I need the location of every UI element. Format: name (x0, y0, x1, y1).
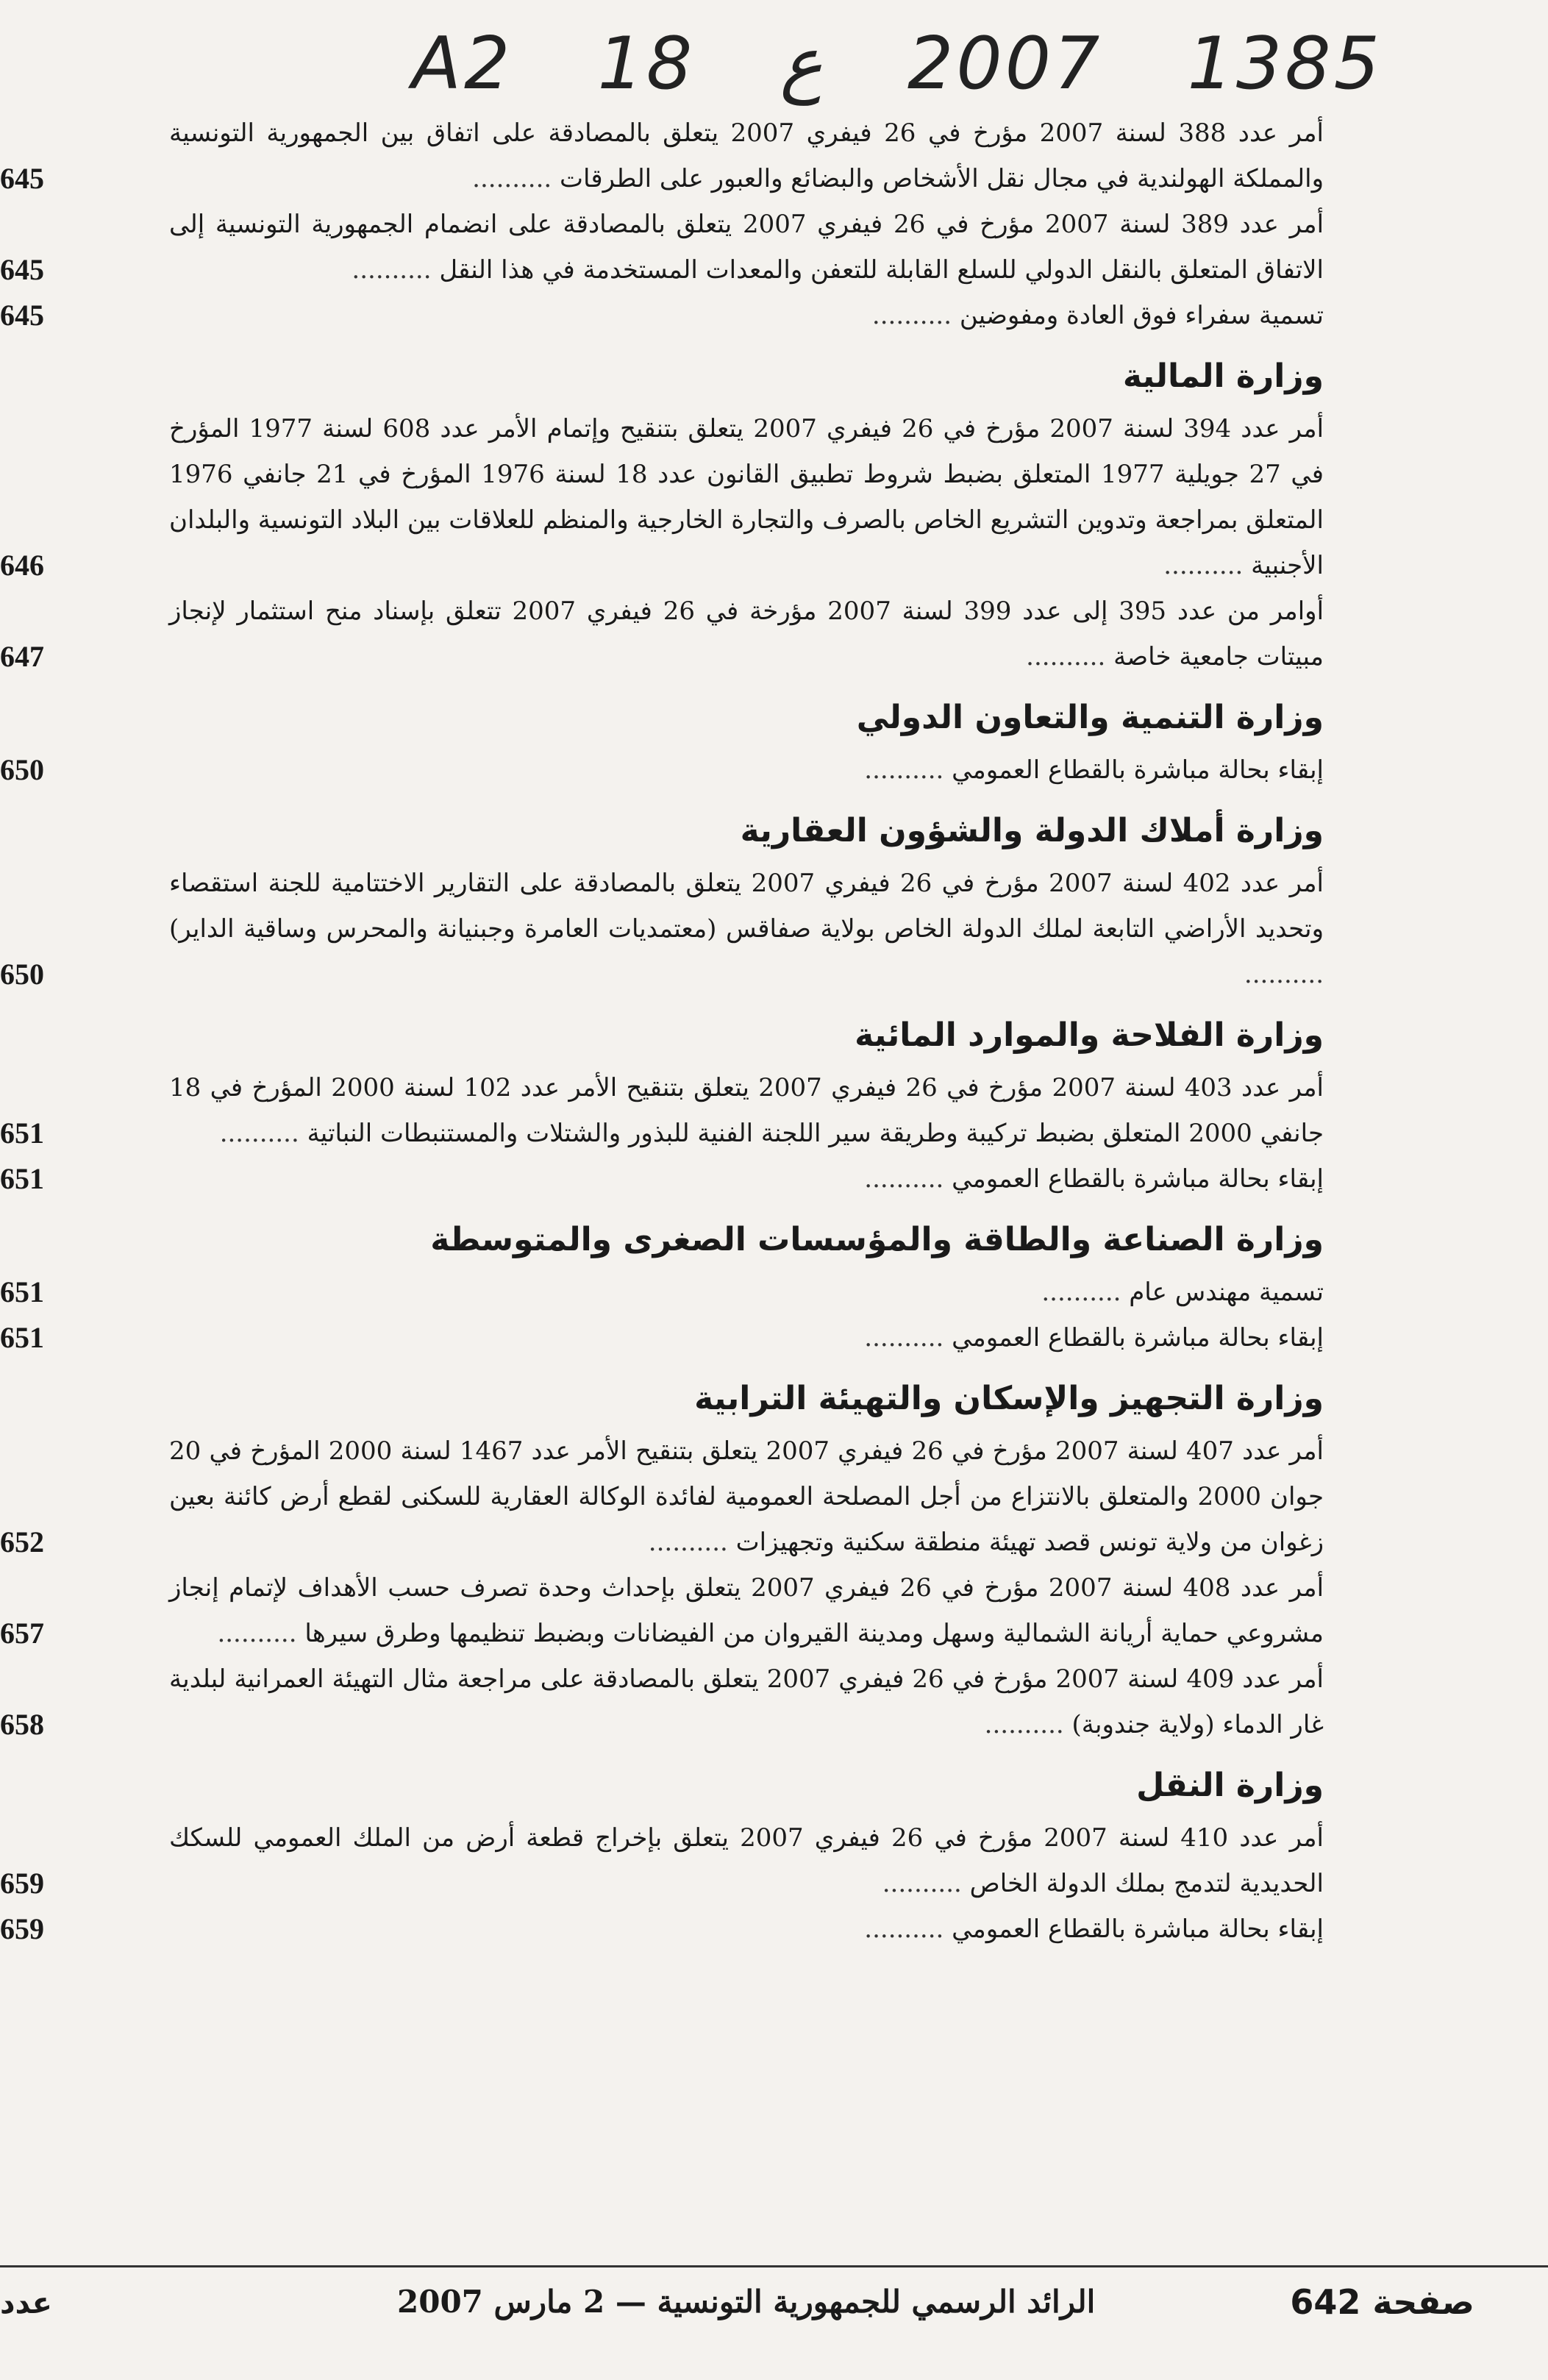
entry-text: أوامر من عدد 395 إلى عدد 399 لسنة 2007 مؤرخة في 26 فيفري 2007 تتعلق بإسناد منح استثمار لإنجاز مبيتات جامعية خاصة (169, 596, 1324, 671)
section-title: وزارة التنمية والتعاون الدولي (856, 699, 1324, 736)
handwritten-code: A2 (412, 22, 513, 106)
entry-page-number: 650 (0, 958, 44, 991)
handwritten-number: 1385 (1187, 22, 1383, 106)
leader-dots: .......... (864, 1164, 952, 1194)
entry-text: إبقاء بحالة مباشرة بالقطاع العمومي (952, 1164, 1324, 1194)
entry-text: أمر عدد 402 لسنة 2007 مؤرخ في 26 فيفري 2007 يتعلق بالمصادقة على التقارير الاختتامية للجنة استقصاء وتحديد الأراضي التابعة لملك الدولة الخاص بولاية صفاقس (معتمديات العامرة وجبنيانة والمحرس وساقية الداير) (169, 869, 1324, 944)
toc-entry (0, 1315, 1324, 1361)
handwritten-mark: ع (780, 22, 823, 106)
leader-dots: .......... (864, 755, 952, 785)
toc-entry (0, 1156, 1324, 1202)
leader-dots: .......... (1041, 1278, 1130, 1307)
entry-page-number: 645 (0, 299, 44, 332)
entry-text: أمر عدد 388 لسنة 2007 مؤرخ في 26 فيفري 2007 يتعلق بالمصادقة على اتفاق بين الجمهورية التونسية والمملكة الهولندية في مجال نقل الأشخاص والبضائع والعبور على الطرقات (169, 118, 1324, 193)
entry-page-number: 659 (0, 1867, 44, 1900)
toc-entry (0, 1815, 1324, 1906)
entry-text: تسمية مهندس عام (1129, 1278, 1324, 1307)
entry-page-number: 647 (0, 640, 44, 673)
entry-text: أمر عدد 394 لسنة 2007 مؤرخ في 26 فيفري 2007 يتعلق بتنقيح وإتمام الأمر عدد 608 لسنة 1977 المؤرخ في 27 جويلية 1977 المتعلق بضبط شروط تطبيق القانون عدد 18 لسنة 1976 المؤرخ في 21 جانفي 1976 المتعلق بمراجعة وتدوين التشريع الخاص بالصرف والتجارة الخارجية والمنظم للعلاقات بين البلاد التونسية والبلدان الأجنبية (169, 414, 1324, 580)
toc-entry (0, 110, 1324, 202)
leader-dots: .......... (217, 1619, 305, 1648)
toc-entry (0, 1656, 1324, 1747)
leader-dots: .......... (882, 1869, 970, 1898)
entry-text: أمر عدد 407 لسنة 2007 مؤرخ في 26 فيفري 2007 يتعلق بتنقيح الأمر عدد 1467 لسنة 2000 المؤرخ في 20 جوان 2000 والمتعلق بالانتزاع من أجل المصلحة العمومية لفائدة الوكالة العقارية للسكنى لقطع أرض كائنة بعين زغوان من ولاية تونس قصد تهيئة منطقة سكنية وتجهيزات (169, 1436, 1324, 1557)
entry-text: أمر عدد 408 لسنة 2007 مؤرخ في 26 فيفري 2007 يتعلق بإحداث وحدة تصرف حسب الأهداف لإتمام إنجاز مشروعي حماية أريانة الشمالية وسهل ومدينة القيروان من الفيضانات وبضبط تنظيمها وطرق سيرها (169, 1573, 1324, 1648)
footer-page-number: صفحة 642 (1290, 2282, 1474, 2322)
leader-dots: .......... (648, 1528, 736, 1557)
entry-text: تسمية سفراء فوق العادة ومفوضين (959, 301, 1324, 330)
leader-dots: .......... (871, 301, 960, 330)
section-title: وزارة المالية (1122, 357, 1324, 395)
toc-entry (0, 1565, 1324, 1656)
entry-page-number: 646 (0, 549, 44, 582)
footer-journal-title: الرائد الرسمي للجمهورية التونسية — 2 مارس 2007 (397, 2284, 1096, 2320)
entry-text: إبقاء بحالة مباشرة بالقطاع العمومي (952, 755, 1324, 785)
leader-dots: .......... (864, 1323, 952, 1353)
toc-entry (0, 588, 1324, 680)
toc-entry (0, 1428, 1324, 1565)
leader-dots: .......... (984, 1710, 1072, 1739)
section-title: وزارة الصناعة والطاقة والمؤسسات الصغرى والمتوسطة (430, 1221, 1324, 1258)
leader-dots: .......... (219, 1119, 307, 1148)
toc-entry (0, 1065, 1324, 1156)
toc-entry (0, 1269, 1324, 1315)
section-title: وزارة أملاك الدولة والشؤون العقارية (740, 812, 1324, 849)
toc-entry (0, 293, 1324, 338)
toc-entry (0, 202, 1324, 293)
toc-entry (0, 861, 1324, 997)
entry-page-number: 645 (0, 253, 44, 286)
entry-page-number: 651 (0, 1321, 44, 1354)
section-title: وزارة الفلاحة والموارد المائية (855, 1016, 1324, 1054)
handwritten-day: 18 (597, 22, 696, 106)
table-of-contents (0, 110, 1324, 1952)
entry-text: إبقاء بحالة مباشرة بالقطاع العمومي (952, 1914, 1324, 1944)
leader-dots: .......... (1163, 551, 1252, 580)
entry-page-number: 652 (0, 1525, 44, 1558)
page-footer (0, 2265, 1548, 2334)
entry-page-number: 658 (0, 1708, 44, 1741)
entry-text: أمر عدد 389 لسنة 2007 مؤرخ في 26 فيفري 2007 يتعلق بالمصادقة على انضمام الجمهورية التونسية إلى الاتفاق المتعلق بالنقل الدولي للسلع القابلة للتعفن والمعدات المستخدمة في هذا النقل (169, 210, 1324, 285)
leader-dots: .......... (1244, 960, 1324, 989)
entry-text: أمر عدد 410 لسنة 2007 مؤرخ في 26 فيفري 2007 يتعلق بإخراج قطعة أرض من الملك العمومي للسكك الحديدية لتدمج بملك الدولة الخاص (169, 1823, 1324, 1898)
entry-page-number: 651 (0, 1116, 44, 1150)
entry-text: أمر عدد 403 لسنة 2007 مؤرخ في 26 فيفري 2007 يتعلق بتنقيح الأمر عدد 102 لسنة 2000 المؤرخ في 18 جانفي 2000 المتعلق بضبط تركيبة وطريقة سير اللجنة الفنية للبذور والشتلات والمستنبطات النباتية (169, 1073, 1324, 1148)
entry-text: إبقاء بحالة مباشرة بالقطاع العمومي (952, 1323, 1324, 1353)
leader-dots: .......... (472, 164, 560, 193)
entry-page-number: 659 (0, 1912, 44, 1945)
toc-entry (0, 1906, 1324, 1952)
leader-dots: .......... (352, 255, 440, 285)
entry-page-number: 657 (0, 1617, 44, 1650)
entry-page-number: 645 (0, 162, 44, 195)
section-title: وزارة النقل (1136, 1767, 1324, 1804)
leader-dots: .......... (864, 1914, 952, 1944)
entry-text: أمر عدد 409 لسنة 2007 مؤرخ في 26 فيفري 2007 يتعلق بالمصادقة على مراجعة مثال التهيئة العمرانية لبلدية غار الدماء (ولاية جندوبة) (169, 1664, 1324, 1739)
entry-page-number: 651 (0, 1162, 44, 1195)
handwritten-annotation (412, 16, 1383, 112)
leader-dots: .......... (1026, 642, 1114, 671)
toc-entry (0, 747, 1324, 793)
entry-page-number: 651 (0, 1275, 44, 1308)
handwritten-year: 2007 (907, 22, 1103, 106)
toc-entry (0, 406, 1324, 588)
entry-page-number: 650 (0, 753, 44, 786)
footer-edge-text: عدد (0, 2287, 52, 2320)
section-title: وزارة التجهيز والإسكان والتهيئة الترابية (694, 1380, 1324, 1417)
